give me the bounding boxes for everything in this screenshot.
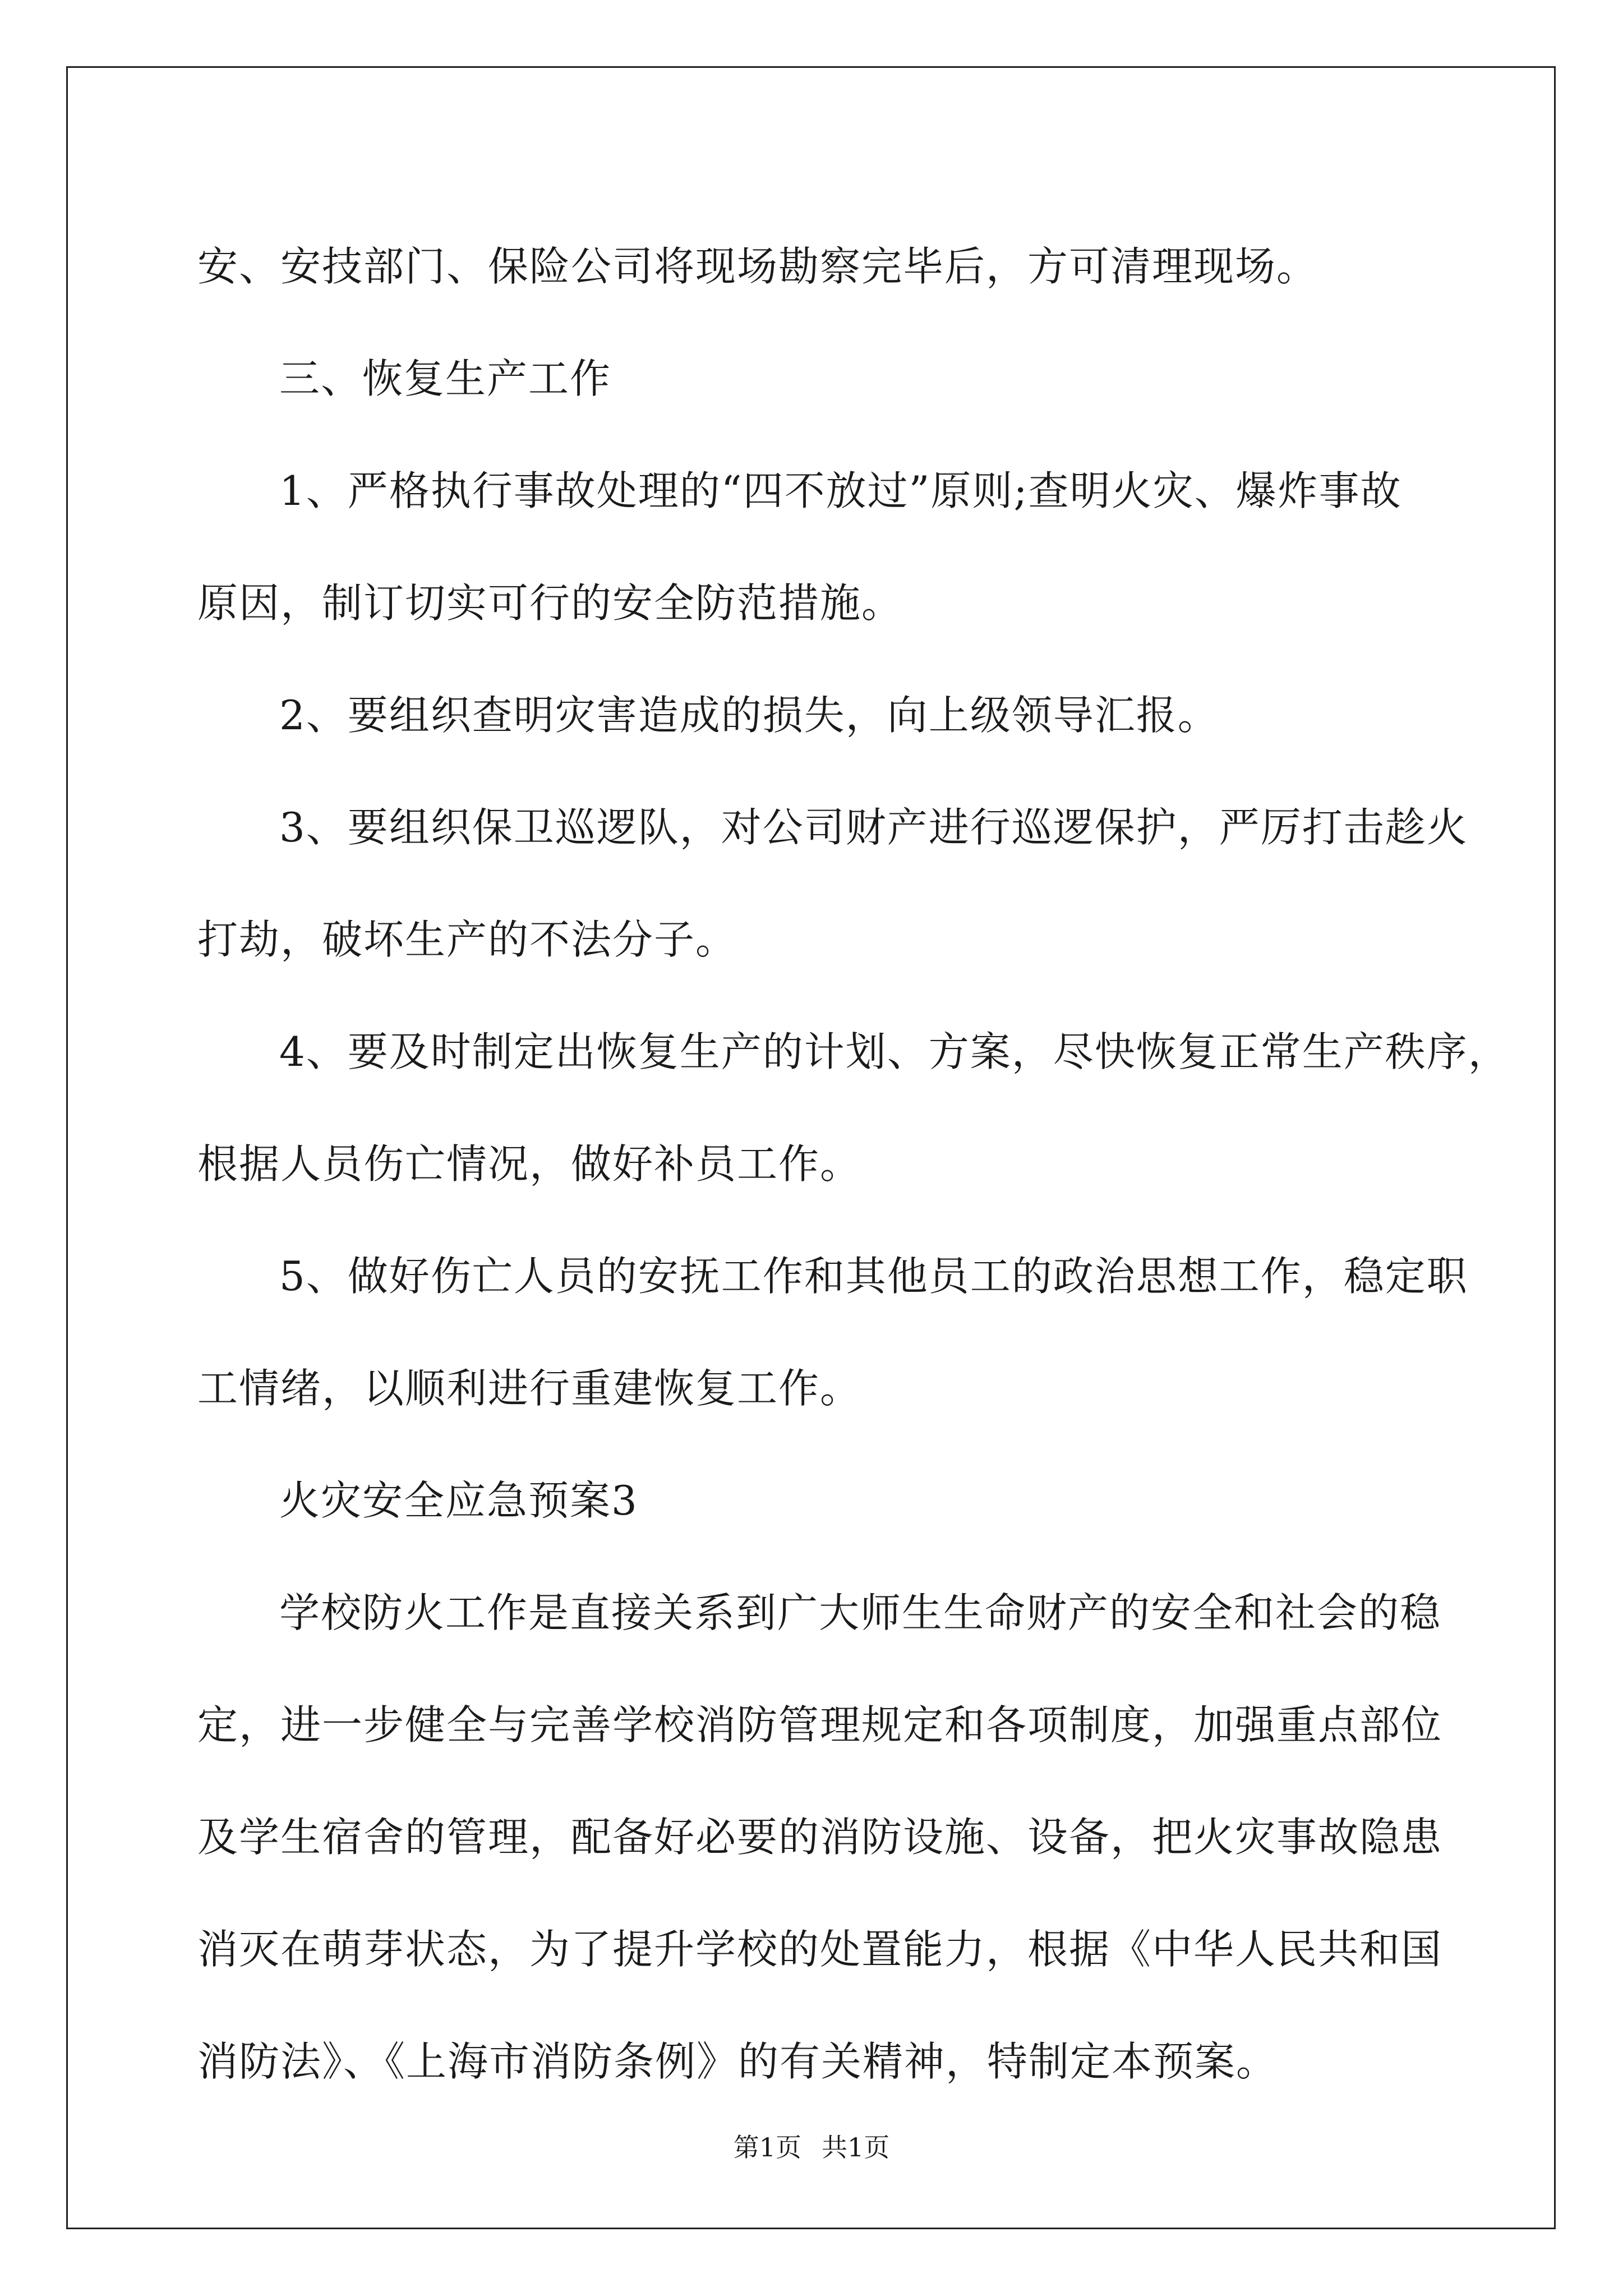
text-line: 消灭在萌芽状态，为了提升学校的处置能力，根据《中华人民共和国	[197, 1926, 1443, 1973]
section-heading: 三、恢复生产工作	[279, 355, 612, 402]
page-total: 共1页	[822, 2132, 890, 2162]
text-line: 安、安技部门、保险公司将现场勘察完毕后，方可清理现场。	[197, 243, 1318, 290]
text-line: 4、要及时制定出恢复生产的计划、方案，尽快恢复正常生产秩序，	[279, 1028, 1510, 1075]
text-line: 根据人员伤亡情况，做好补员工作。	[197, 1140, 862, 1188]
text-line: 消防法》、《上海市消防条例》的有关精神，特制定本预案。	[197, 2038, 1278, 2085]
text-line: 学校防火工作是直接关系到广大师生生命财产的安全和社会的稳	[279, 1589, 1442, 1636]
text-line: 工情绪，以顺利进行重建恢复工作。	[197, 1365, 862, 1412]
page-footer	[0, 2131, 1623, 2164]
text-line: 2、要组织查明灾害造成的损失，向上级领导汇报。	[279, 692, 1219, 739]
text-line: 打劫，破坏生产的不法分子。	[197, 916, 737, 963]
text-line: 3、要组织保卫巡逻队，对公司财产进行巡逻保护，严厉打击趁火	[279, 804, 1468, 851]
section-heading: 火灾安全应急预案3	[279, 1477, 638, 1524]
text-line: 5、做好伤亡人员的安抚工作和其他员工的政治思想工作，稳定职	[279, 1253, 1468, 1300]
text-line: 及学生宿舍的管理，配备好必要的消防设施、设备，把火灾事故隐患	[197, 1814, 1443, 1861]
text-line: 1、严格执行事故处理的“四不放过”原则;查明火灾、爆炸事故	[279, 467, 1402, 514]
text-line: 定，进一步健全与完善学校消防管理规定和各项制度，加强重点部位	[197, 1701, 1443, 1749]
page-number: 第1页	[733, 2132, 801, 2162]
text-line: 原因，制订切实可行的安全防范措施。	[197, 579, 903, 627]
